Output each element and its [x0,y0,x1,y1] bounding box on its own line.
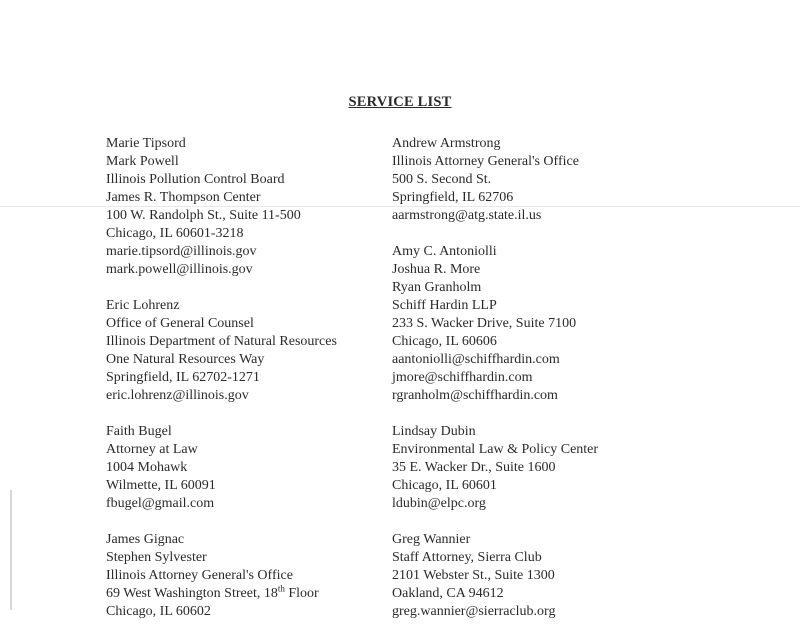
service-contact-block [106,135,376,279]
service-contact-block [392,423,712,513]
service-list-right-column [392,135,712,639]
service-contact-line: Lindsay Dubin [392,424,476,439]
service-contact-line: Chicago, IL 60601-3218 [106,226,244,241]
service-contact-line: Schiff Hardin LLP [392,298,497,313]
service-contact-line: Attorney at Law [106,442,198,457]
service-contact-line: aarmstrong@atg.state.il.us [392,208,542,223]
service-contact-line: Amy C. Antoniolli [392,244,497,259]
service-contact-line: Andrew Armstrong [392,136,501,151]
service-contact-block [392,243,712,405]
service-contact-line: 500 S. Second St. [392,172,492,187]
service-contact-block [392,531,712,621]
service-list-left-column [106,135,376,639]
service-contact-line: Illinois Department of Natural Resources [106,334,337,349]
service-contact-line: marie.tipsord@illinois.gov [106,244,257,259]
service-contact-line: Office of General Counsel [106,316,254,331]
service-contact-line: Marie Tipsord [106,136,186,151]
service-contact-line: Chicago, IL 60606 [392,334,497,349]
service-contact-line: Springfield, IL 62702-1271 [106,370,260,385]
service-contact-line: Staff Attorney, Sierra Club [392,550,542,565]
service-contact-line: 69 West Washington Street, 18th Floor [106,583,319,601]
service-contact-line: Oakland, CA 94612 [392,586,504,601]
service-contact-line: aantoniolli@schiffhardin.com [392,352,560,367]
service-contact-line: Springfield, IL 62706 [392,190,514,205]
service-contact-line: Faith Bugel [106,424,172,439]
service-contact-line: Joshua R. More [392,262,481,277]
service-contact-block [392,135,712,225]
service-contact-line: fbugel@gmail.com [106,496,215,511]
service-contact-line: 2101 Webster St., Suite 1300 [392,568,555,583]
service-contact-line: Ryan Granholm [392,280,482,295]
service-contact-line: 35 E. Wacker Dr., Suite 1600 [392,460,556,475]
service-contact-line: 233 S. Wacker Drive, Suite 7100 [392,316,577,331]
service-contact-line: Stephen Sylvester [106,550,207,565]
service-contact-line: ldubin@elpc.org [392,496,486,511]
service-contact-line: James R. Thompson Center [106,190,261,205]
service-contact-line: Chicago, IL 60601 [392,478,497,493]
page-title: SERVICE LIST [348,94,452,110]
scan-edge-mark [10,490,12,610]
service-contact-line: Environmental Law & Policy Center [392,442,599,457]
service-contact-line: jmore@schiffhardin.com [392,370,533,385]
service-contact-line: Illinois Pollution Control Board [106,172,285,187]
service-contact-line: Eric Lohrenz [106,298,180,313]
service-contact-line: rgranholm@schiffhardin.com [392,388,558,403]
service-contact-line: Wilmette, IL 60091 [106,478,216,493]
service-contact-block [106,297,376,405]
service-contact-line: Chicago, IL 60602 [106,604,211,619]
service-contact-line: Illinois Attorney General's Office [106,568,293,583]
service-contact-line: greg.wannier@sierraclub.org [392,604,556,619]
service-contact-line: 100 W. Randolph St., Suite 11-500 [106,208,301,223]
service-contact-line: mark.powell@illinois.gov [106,262,253,277]
service-contact-line: Illinois Attorney General's Office [392,154,579,169]
service-contact-line: One Natural Resources Way [106,352,265,367]
service-contact-block [106,531,376,621]
service-contact-line: Greg Wannier [392,532,471,547]
service-contact-line: eric.lohrenz@illinois.gov [106,388,249,403]
service-contact-line: 1004 Mohawk [106,460,188,475]
service-contact-block [106,423,376,513]
service-contact-line: James Gignac [106,532,185,547]
service-contact-line: Mark Powell [106,154,179,169]
